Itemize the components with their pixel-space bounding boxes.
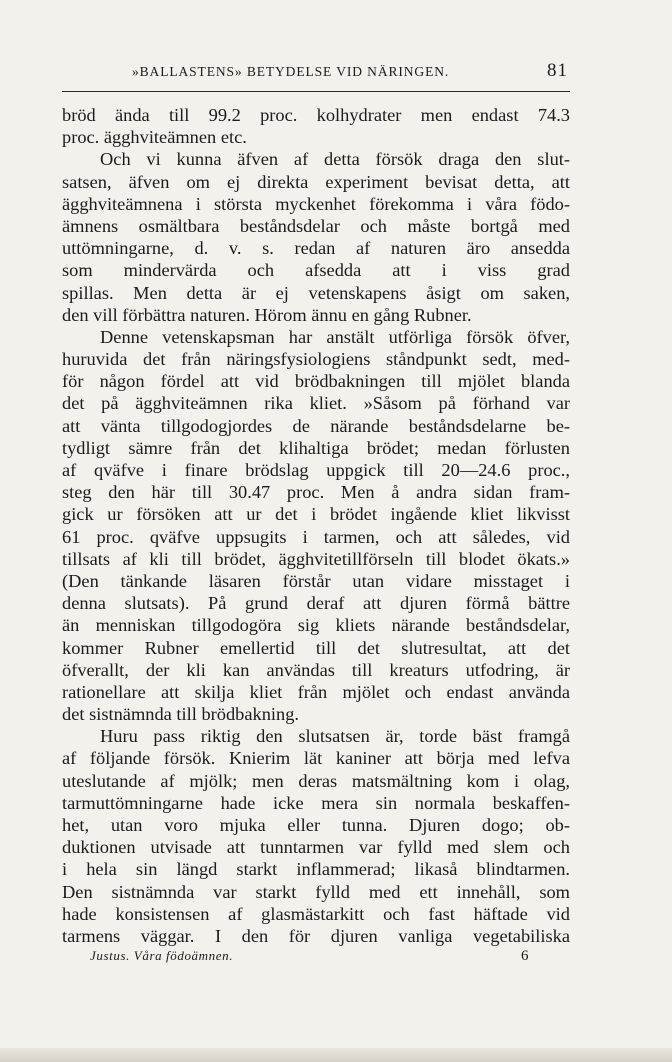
text-line: för någon fördel att vid brödbakningen till mjölet blanda — [62, 371, 570, 392]
text-line: öfverallt, der kli kan användas till kreaturs utfodring, är — [62, 659, 570, 680]
running-title: »BALLASTENS» BETYDELSE VID NÄRINGEN. — [132, 64, 450, 79]
text-line: af följande försök. Knierim lät kaniner att börja med lefva — [62, 748, 570, 769]
text-line: Denne vetenskapsman har anstält utförliga försök öfver, — [100, 326, 570, 347]
text-line: denna slutsats). På grund deraf att djuren förmå bättre — [62, 593, 570, 614]
text-line: den vill förbättra naturen. Hörom ännu en gång Rubner. — [62, 304, 472, 325]
page-number: 81 — [547, 60, 568, 81]
text-line: (Den tänkande läsaren förstår utan vidare misstaget i — [62, 570, 570, 591]
text-line: steg den här till 30.47 proc. Men å andra sidan fram- — [62, 482, 570, 503]
text-line: duktionen utvisade att tunntarmen var fylld med slem och — [62, 837, 570, 858]
text-line: ägghviteämnena i största myckenhet förekomma i våra födo- — [62, 193, 570, 214]
text-line: kommer Rubner emellertid till det slutresultat, att det — [62, 637, 570, 658]
text-line: som mindervärda och afsedda att i viss grad — [62, 260, 570, 281]
text-line: uteslutande af mjölk; men deras matsmältning kom i olag, — [62, 770, 570, 791]
text-line: rationellare att skilja kliet från mjölet och endast använda — [62, 681, 570, 702]
header-rule — [62, 91, 570, 92]
text-line: Den sistnämnda var starkt fylld med ett innehåll, som — [62, 881, 570, 902]
signature-mark: Justus. Våra födoämnen. — [90, 948, 234, 963]
text-line: tydligt sämre från det klihaltiga brödet; medan förlusten — [62, 437, 570, 458]
text-line: spillas. Men detta är ej vetenskapens åsigt om saken, — [62, 282, 570, 303]
text-line: uttömningarne, d. v. s. redan af naturen äro ansedda — [62, 238, 570, 259]
text-line: 61 proc. qväfve uppsugits i tarmen, och att således, vid — [62, 526, 570, 547]
text-line: satsen, äfven om ej direkta experiment bevisat detta, att — [62, 171, 570, 192]
text-line: af qväfve i finare brödslag uppgick till 20—24.6 proc., — [62, 460, 570, 480]
running-head — [62, 60, 570, 86]
text-line: tillsats af kli till brödet, ägghvitetillförseln till blodet ökats.» — [62, 548, 570, 569]
text-line: det sistnämnda till brödbakning. — [62, 704, 300, 725]
text-line: i hela sin längd starkt inflammerad; likaså blindtarmen. — [62, 859, 570, 880]
text-line: ämnens osmältbara beståndsdelar och måste bortgå med — [62, 215, 570, 236]
sheet-number: 6 — [521, 948, 529, 964]
body-text — [62, 104, 570, 947]
text-line: tarmens väggar. I den för djuren vanliga vegetabiliska — [62, 925, 570, 946]
text-line: hade konsistensen af glasmästarkitt och fast häftade vid — [62, 903, 570, 924]
text-line: tarmuttömningarne hade icke mera sin normala beskaffen- — [62, 792, 570, 813]
text-line: det på ägghviteämnen rika kliet. »Såsom på förhand var — [62, 393, 570, 414]
text-line: proc. ägghviteämnen etc. — [62, 127, 247, 148]
text-line: Huru pass riktig den slutsatsen är, torde bäst framgå — [100, 726, 570, 747]
text-line: än menniskan tillgodogöra sig kliets närande beståndsdelar, — [62, 615, 570, 636]
scan-bottom-edge — [0, 1048, 672, 1062]
text-line: huruvida det från näringsfysiologiens ståndpunkt sedt, med- — [62, 349, 570, 370]
text-line: att vänta tillgodogjordes de närande beståndsdelarne be- — [62, 415, 570, 436]
text-line: gick ur försöken att ur det i brödet ingående kliet likvisst — [62, 504, 570, 525]
text-line: bröd ända till 99.2 proc. kolhydrater men endast 74.3 — [62, 105, 570, 125]
text-line: het, utan voro mjuka eller tunna. Djuren dogo; ob- — [62, 815, 570, 835]
page-footer — [62, 946, 570, 970]
text-line: Och vi kunna äfven af detta försök draga den slut- — [100, 149, 570, 170]
